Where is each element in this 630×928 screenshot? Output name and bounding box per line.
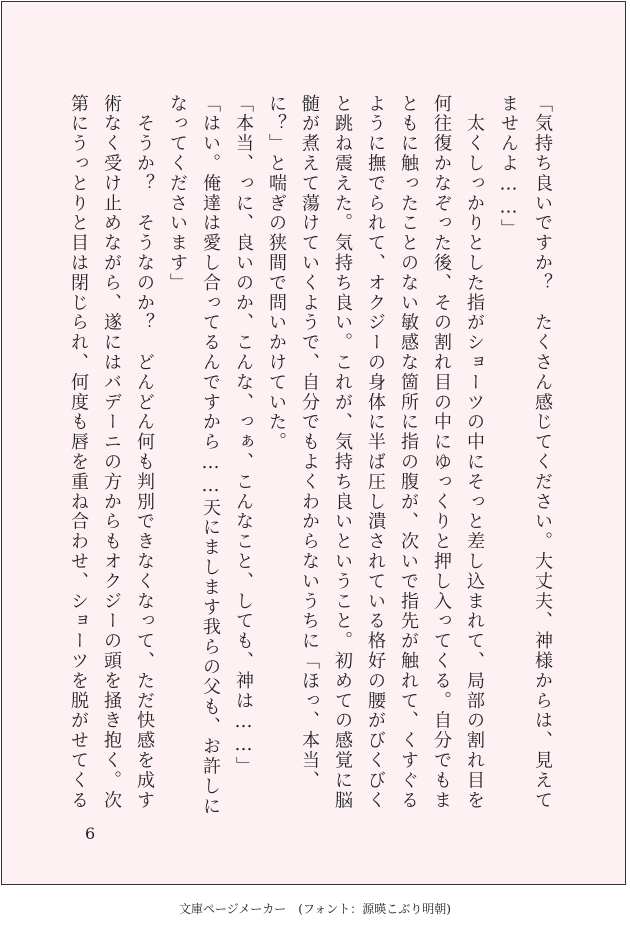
- book-page: [1, 1, 626, 885]
- text-line: 「はい。俺達は愛し合ってるんですから……天にまします我らの父も、お許しに: [200, 94, 221, 817]
- text-line: 太くしっかりとした指がショーツの中にそっと差し込まれて、局部の割れ目を: [464, 94, 485, 811]
- text-line: 「本当、っに、良いのか、こんな、っぁ、こんなこと、しても、神は……」: [233, 94, 254, 777]
- text-line: なってくださいます」: [167, 94, 188, 293]
- text-line: ともに触ったことのない敏感な箇所に指の腹が、次いで指先が触れて、くすぐる: [398, 94, 419, 811]
- text-line: 何往復かなぞった後、その割れ目の中にゆっくりと押し入ってくる。自分でもま: [431, 94, 452, 811]
- footer-credit: 文庫ページメーカー (フォント：源暎こぶり明朝): [179, 902, 451, 916]
- text-line: そうか？ そうなのか？ どんどん何も判別できなくなって、ただ快感を成す: [134, 94, 155, 811]
- text-line: 術なく受け止めながら、遂にはバデーニの方からもオクジーの頭を掻き抱く。次: [101, 94, 122, 811]
- text-line: に？」と喘ぎの狭間で問いかけていた。: [266, 94, 287, 453]
- page-number: 6: [85, 824, 96, 843]
- text-line: 第にうっとりと目は閉じられ、何度も唇を重ね合わせ、ショーツを脱がせてくる: [68, 94, 89, 811]
- text-line: ように撫でられて、オクジーの身体に半ば圧し潰されている格好の腰がびくびく: [365, 94, 386, 811]
- text-line: 髄が煮えて蕩けていくようで、自分でもよくわからないうちに「ほっ、本当、: [299, 94, 320, 791]
- text-line: と跳ね震えた。気持ち良い。これが、気持ち良いということ。初めての感覚に脳: [332, 94, 353, 811]
- text-line: 「気持ち良いですか？ たくさん感じてください。大丈夫、神様からは、見えて: [532, 94, 553, 811]
- text-line: ませんよ……」: [498, 94, 519, 240]
